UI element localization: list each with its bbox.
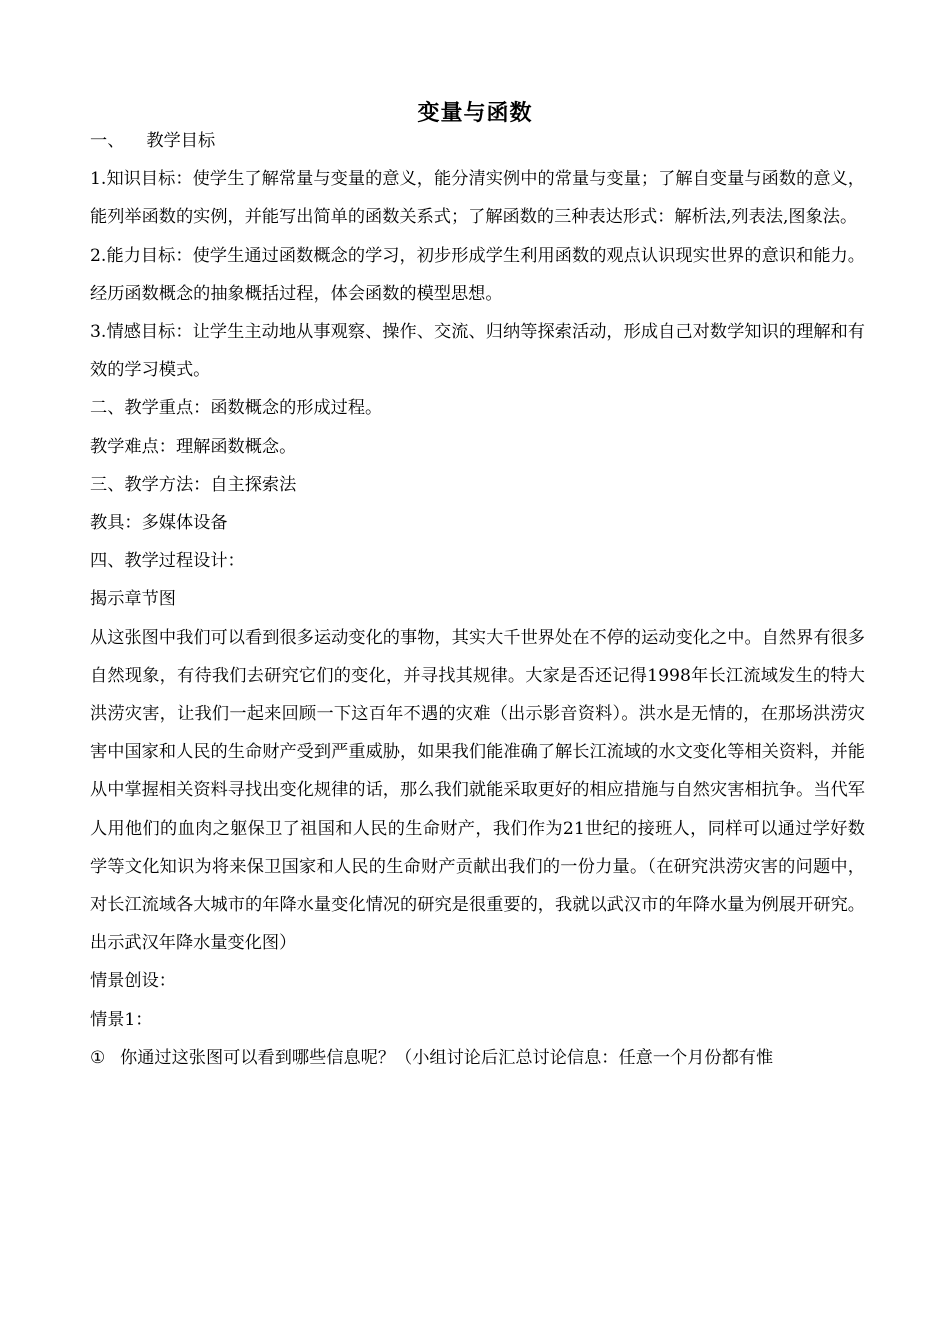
document-title: 变量与函数 xyxy=(417,100,533,126)
document-body xyxy=(90,122,865,1077)
scene-setup-line: 情景创设： xyxy=(90,971,176,992)
tools-line: 教具：多媒体设备 xyxy=(90,513,228,534)
emotion-goal-paragraph: 3.情感目标：让学生主动地从事观察、操作、交流、归纳等探索活动，形成自己对数学知识的理解和有效的学习模式。 xyxy=(90,322,865,381)
process-heading: 四、教学过程设计： xyxy=(90,551,245,572)
section-heading-text: 教学目标 xyxy=(146,131,216,151)
scene-1-line: 情景1： xyxy=(90,1009,153,1030)
key-point-line: 二、教学重点：函数概念的形成过程。 xyxy=(90,398,383,419)
section-heading-goals xyxy=(90,122,865,160)
difficulty-line: 教学难点：理解函数概念。 xyxy=(90,436,297,457)
circled-number-marker: ① xyxy=(90,1047,106,1068)
knowledge-goal-paragraph: 1.知识目标：使学生了解常量与变量的意义，能分清实例中的常量与变量；了解自变量与函数的意义，能列举函数的实例，并能写出简单的函数关系式；了解函数的三种表达形式：解析法,列表法,图象法。 xyxy=(90,169,865,228)
intro-paragraph: 从这张图中我们可以看到很多运动变化的事物，其实大千世界处在不停的运动变化之中。自然界有很多自然现象，有待我们去研究它们的变化，并寻找其规律。大家是否还记得1998年长江流域发生的特大洪涝灾害，让我们一起来回顾一下这百年不遇的灾难（出示影音资料）。洪水是无情的，在那场洪涝灾害中国家和人民的生命财产受到严重威胁，如果我们能准确了解长江流域的水文变化等相关资料，并能从中掌握相关资料寻找出变化规律的话，那么我们就能采取更好的相应措施与自然灾害相抗争。当代军人用他们的血肉之躯保卫了祖国和人民的生命财产，我们作为21世纪的接班人，同样可以通过学好数学等文化知识为将来保卫国家和人民的生命财产贡献出我们的一份力量。（在研究洪涝灾害的问题中，对长江流域各大城市的年降水量变化情况的研究是很重要的，我就以武汉市的年降水量为例展开研究。出示武汉年降水量变化图） xyxy=(90,627,865,954)
question-1-text: 你通过这张图可以看到哪些信息呢？（小组讨论后汇总讨论信息：任意一个月份都有惟 xyxy=(120,1047,774,1068)
section-number: 一、 xyxy=(90,131,125,151)
reveal-chapter-line: 揭示章节图 xyxy=(90,589,176,610)
ability-goal-paragraph: 2.能力目标：使学生通过函数概念的学习，初步形成学生利用函数的观点认识现实世界的意识和能力。经历函数概念的抽象概括过程，体会函数的模型思想。 xyxy=(90,245,865,304)
method-line: 三、教学方法：自主探索法 xyxy=(90,474,297,495)
question-1-line xyxy=(90,1039,865,1077)
